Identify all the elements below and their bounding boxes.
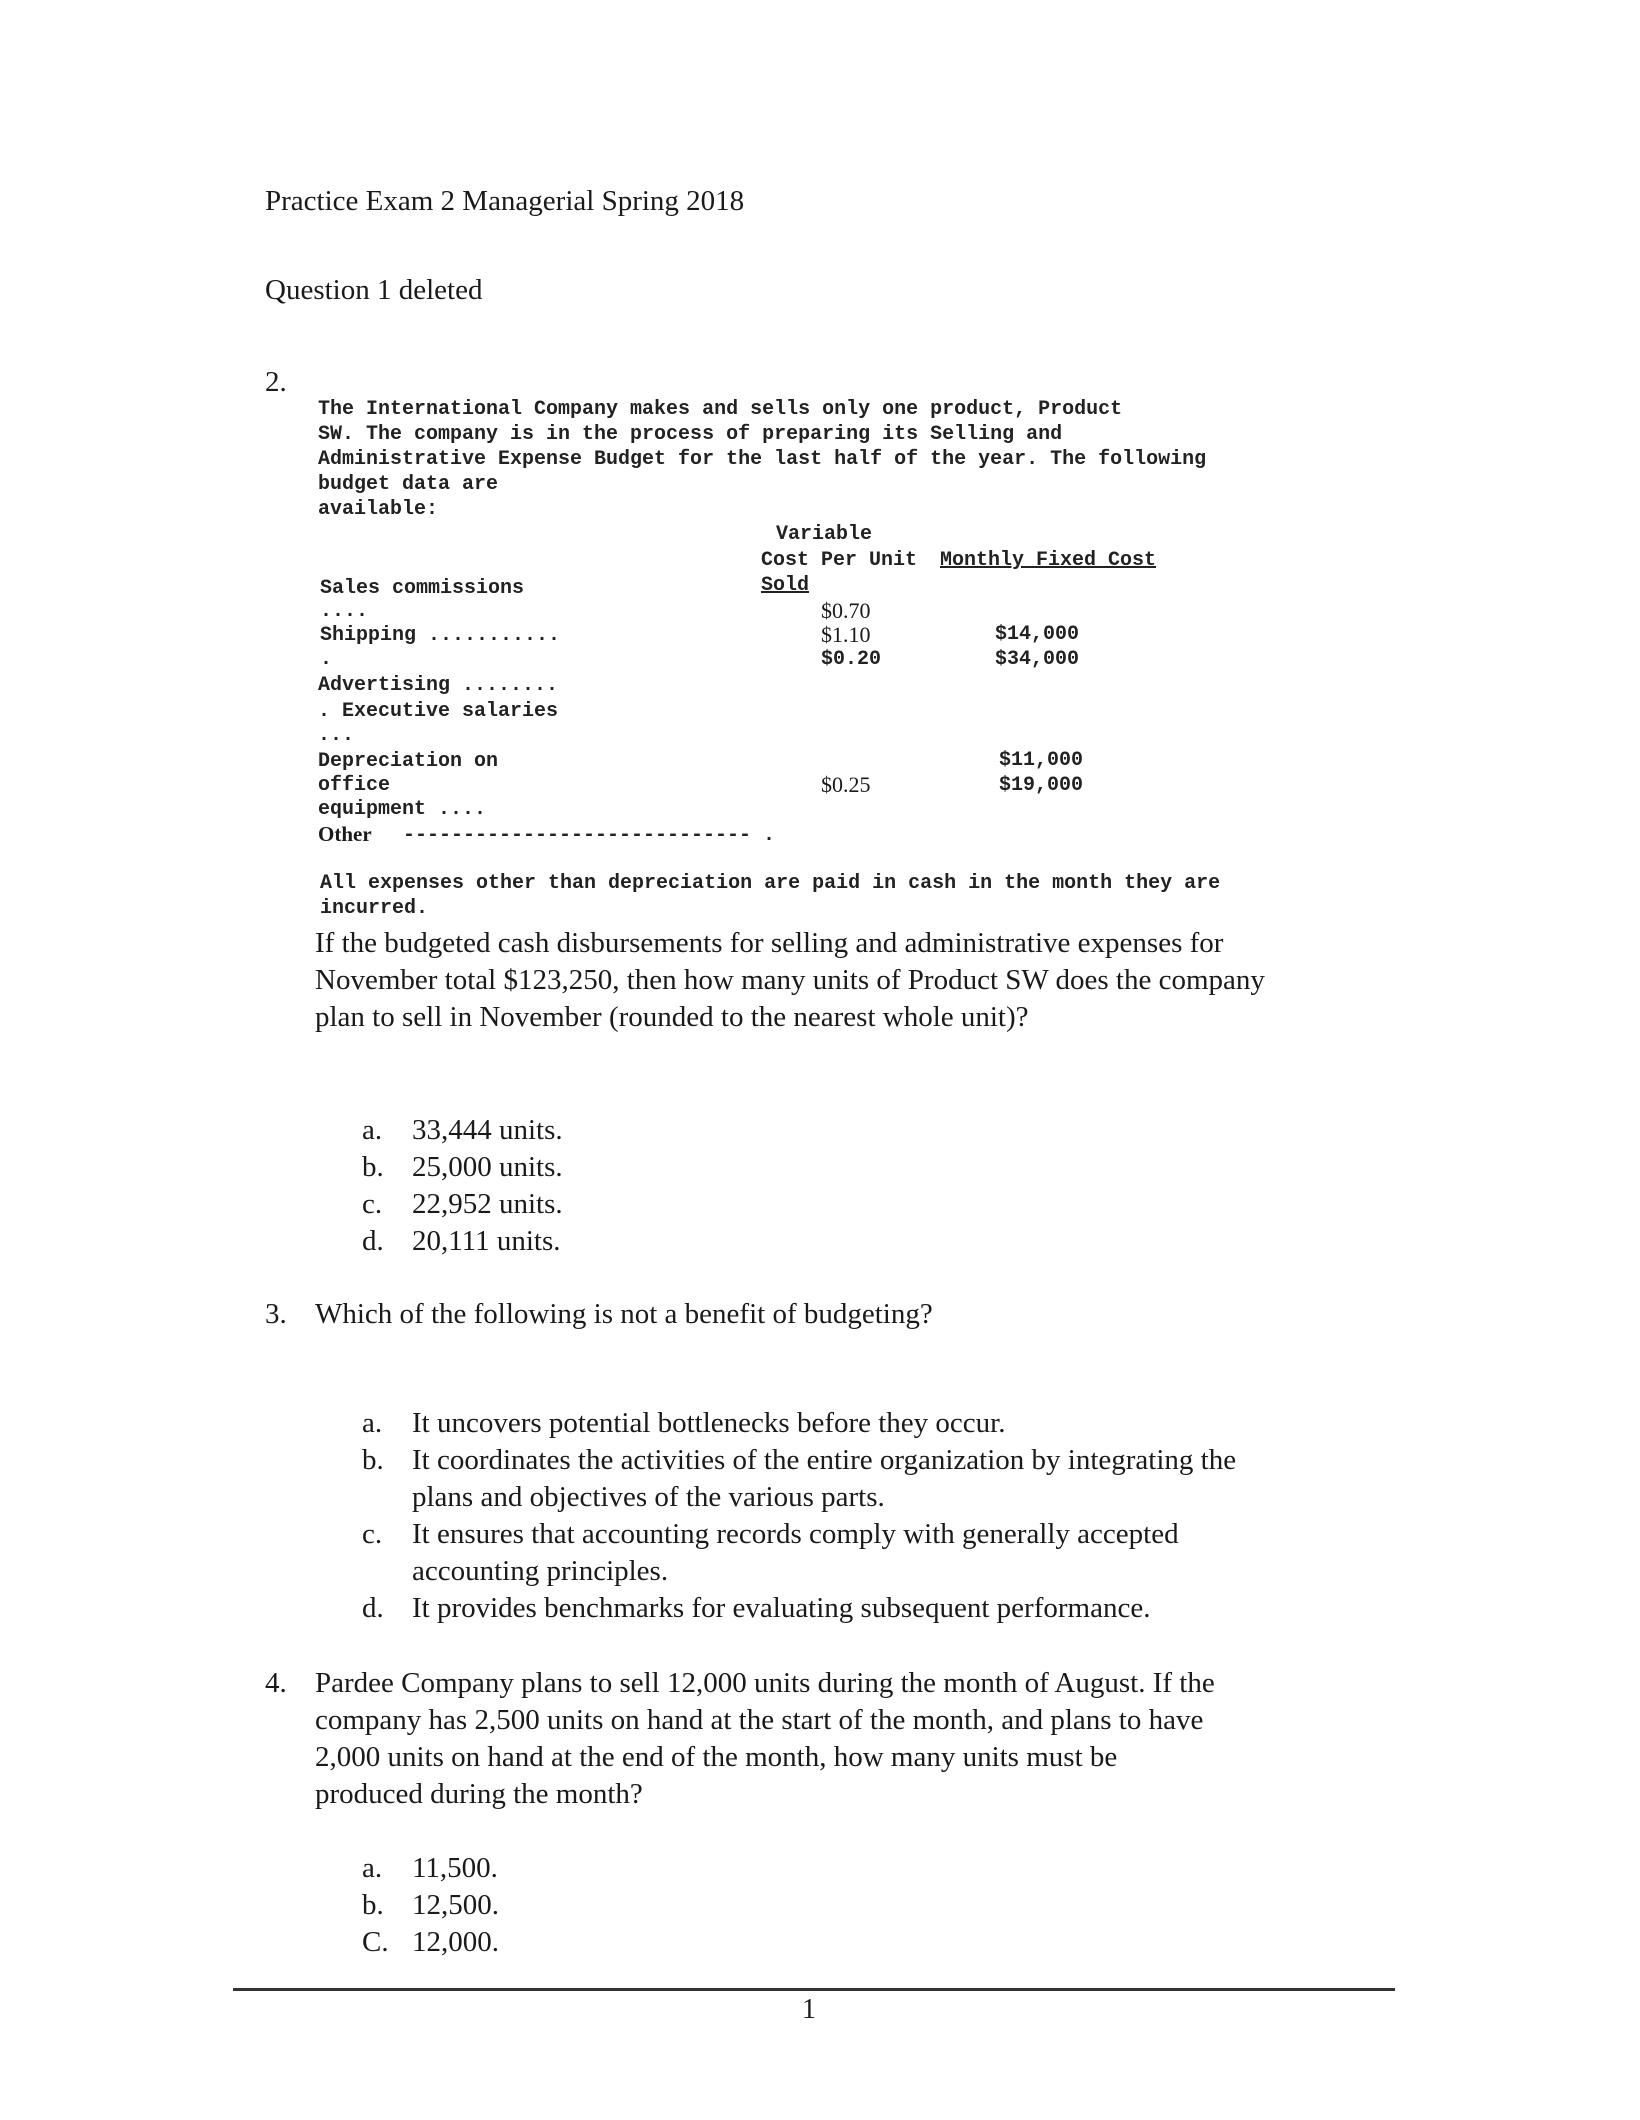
intro-line: SW. The company is in the process of preparing its Selling and [318, 423, 1063, 446]
option-letter: d. [362, 1592, 384, 1624]
intro-line: The International Company makes and sells only one product, Product [318, 398, 1123, 421]
row-dots: ... [318, 724, 355, 747]
option-text: It ensures that accounting records comply with generally accepted [412, 1518, 1179, 1550]
option-letter: a. [362, 1114, 383, 1146]
question-3-number: 3. [265, 1298, 287, 1330]
option-text: plans and objectives of the various parts. [412, 1481, 885, 1513]
intro-line: Administrative Expense Budget for the last half of the year. The following [318, 448, 1207, 471]
row-label: office [318, 774, 391, 797]
header-cost-per-unit: Cost Per Unit [761, 549, 918, 572]
option-text: 25,000 units. [412, 1151, 563, 1183]
variable-cost: $0.20 [821, 648, 882, 671]
row-label: equipment .... [318, 798, 487, 821]
option-text: 11,500. [412, 1852, 498, 1884]
question-4-number: 4. [265, 1667, 287, 1699]
row-label: Advertising ........ [318, 674, 559, 697]
option-text: It provides benchmarks for evaluating subsequent performance. [412, 1592, 1151, 1624]
expense-note: All expenses other than depreciation are paid in cash in the month they are [320, 872, 1221, 895]
option-text: accounting principles. [412, 1555, 669, 1587]
option-letter: b. [362, 1889, 384, 1921]
row-label: Sales commissions [320, 577, 525, 600]
option-letter: d. [362, 1225, 384, 1257]
row-dots: .... [320, 600, 369, 623]
intro-line: budget data are [318, 473, 499, 496]
option-letter: C. [362, 1926, 389, 1958]
variable-cost: $1.10 [821, 622, 871, 647]
option-text: 12,500. [412, 1889, 499, 1921]
row-label: Depreciation on [318, 750, 499, 773]
option-text: 12,000. [412, 1926, 499, 1958]
page-title: Practice Exam 2 Managerial Spring 2018 [265, 185, 745, 217]
question-1-note: Question 1 deleted [265, 274, 483, 306]
question-line: plan to sell in November (rounded to the nearest whole unit)? [315, 1001, 1029, 1033]
option-text: 22,952 units. [412, 1188, 563, 1220]
option-letter: c. [362, 1518, 383, 1550]
row-label: Shipping ........... [320, 624, 561, 647]
header-sold: Sold [761, 574, 810, 597]
question-line: If the budgeted cash disbursements for selling and administrative expenses for [315, 927, 1224, 959]
option-letter: b. [362, 1444, 384, 1476]
footer-divider [233, 1988, 1395, 1991]
option-text: It coordinates the activities of the entire organization by integrating the [412, 1444, 1237, 1476]
fixed-cost: $19,000 [999, 774, 1084, 797]
option-text: 33,444 units. [412, 1114, 563, 1146]
option-letter: b. [362, 1151, 384, 1183]
expense-note: incurred. [320, 897, 429, 920]
question-2-number: 2. [265, 366, 287, 398]
option-letter: c. [362, 1188, 383, 1220]
variable-cost: $0.25 [821, 772, 871, 797]
header-monthly-fixed-cost: Monthly Fixed Cost [940, 549, 1157, 572]
header-variable: Variable [776, 523, 873, 546]
question-line: November total $123,250, then how many units of Product SW does the company [315, 964, 1265, 996]
row-label: Other [318, 822, 372, 846]
intro-line: available: [318, 498, 439, 521]
page-number: 1 [802, 1994, 816, 2025]
row-dots: . [320, 648, 333, 671]
question-line: Pardee Company plans to sell 12,000 units during the month of August. If the [315, 1667, 1215, 1699]
question-3-text: Which of the following is not a benefit of budgeting? [315, 1298, 933, 1330]
question-line: 2,000 units on hand at the end of the month, how many units must be [315, 1741, 1118, 1773]
row-dots: ----------------------------- . [403, 824, 776, 847]
fixed-cost: $11,000 [999, 749, 1084, 772]
option-letter: a. [362, 1852, 383, 1884]
row-label: . Executive salaries [318, 700, 559, 723]
fixed-cost: $14,000 [995, 623, 1080, 646]
question-line: company has 2,500 units on hand at the start of the month, and plans to have [315, 1704, 1204, 1736]
option-text: It uncovers potential bottlenecks before they occur. [412, 1407, 1006, 1439]
variable-cost: $0.70 [821, 598, 871, 623]
option-text: 20,111 units. [412, 1225, 561, 1257]
question-line: produced during the month? [315, 1778, 643, 1810]
option-letter: a. [362, 1407, 383, 1439]
fixed-cost: $34,000 [995, 648, 1080, 671]
